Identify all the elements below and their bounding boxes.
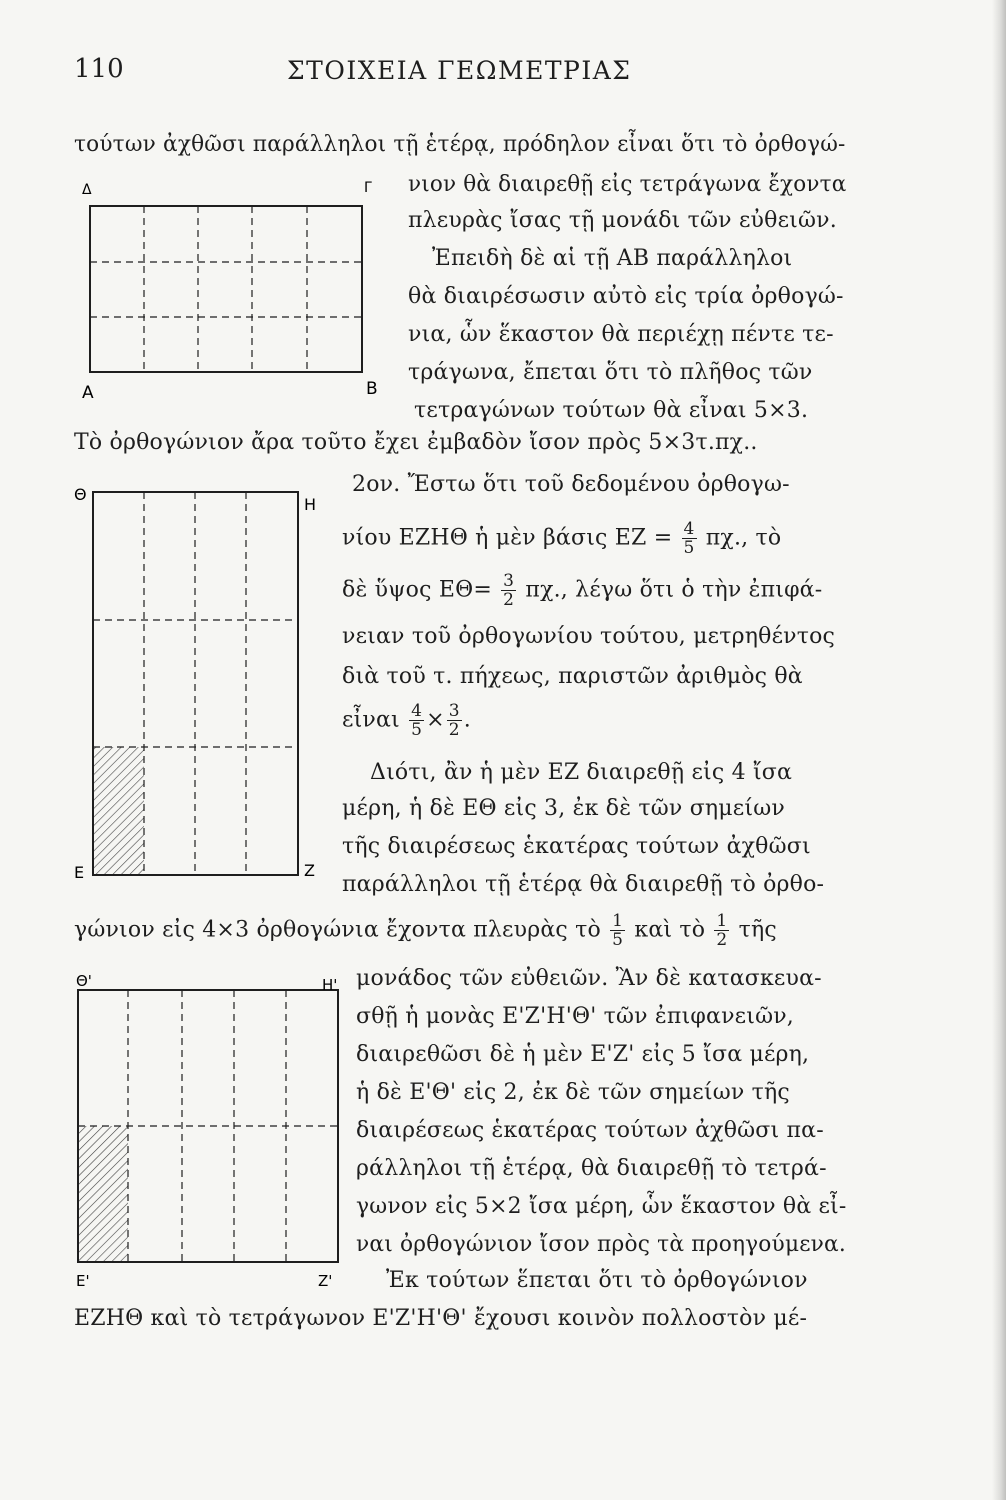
figure-unit-square: [70, 972, 360, 1292]
fraction-numerator: 3: [503, 571, 515, 591]
fraction-numerator: 4: [411, 701, 423, 721]
fraction-numerator: 3: [448, 701, 460, 721]
text-line-22: σθῇ ἡ μονὰς Ε'Ζ'Η'Θ' τῶν ἐπιφανειῶν,: [356, 1004, 794, 1029]
fraction-denominator: 5: [411, 720, 423, 740]
fraction-denominator: 2: [448, 720, 460, 740]
text-line-17: μέρη, ἡ δὲ ΕΘ εἰς 3, ἐκ δὲ τῶν σημείων: [342, 796, 785, 821]
text-line-14: διὰ τοῦ τ. πήχεως, παριστῶν ἀριθμὸς θὰ: [342, 664, 803, 689]
text-line-23: διαιρεθῶσι δὲ ἡ μὲν Ε'Ζ' εἰς 5 ἴσα μέρη,: [356, 1042, 810, 1067]
text-line-11-end: πχ., τὸ: [705, 525, 782, 551]
page-number: 110: [74, 54, 124, 84]
running-title: ΣΤΟΙΧΕΙΑ ΓΕΩΜΕΤΡΙΑΣ: [287, 56, 632, 85]
text-line-26: ράλληλοι τῇ ἑτέρᾳ, θὰ διαιρεθῇ τὸ τετρά-: [356, 1156, 827, 1181]
text-line-16: Διότι, ἂν ἡ μὲν ΕΖ διαιρεθῇ εἰς 4 ἴσα: [370, 760, 793, 785]
text-line-7: τράγωνα, ἔπεται ὅτι τὸ πλῆθος τῶν: [408, 360, 813, 385]
text-line-21: μονάδος τῶν εὐθειῶν. Ἂν δὲ κατασκευα-: [356, 966, 822, 991]
figure3-hatched-cell: [78, 1126, 128, 1262]
text-line-20-mid: καὶ τὸ: [634, 917, 706, 943]
figure1-label-d: Δ: [82, 182, 92, 198]
figure-rectangle-abgd: [70, 172, 390, 404]
fraction-denominator: 5: [683, 538, 695, 558]
text-line-5: θὰ διαιρέσωσιν αὐτὸ εἰς τρία ὀρθογώ-: [408, 284, 844, 309]
figure2-label-e: Ε: [74, 863, 85, 882]
figure1-label-b: B: [366, 379, 378, 399]
text-line-1: τούτων ἀχθῶσι παράλληλοι τῇ ἑτέρᾳ, πρόδηλον εἶναι ὅτι τὸ ὀρθογώ-: [74, 132, 846, 157]
text-line-25: διαιρέσεως ἑκατέρας τούτων ἀχθῶσι πα-: [356, 1118, 824, 1143]
figure1-grid: [90, 206, 362, 372]
fraction-4-5: [682, 520, 697, 557]
text-line-20: [74, 912, 777, 949]
text-line-8: τετραγώνων τούτων θὰ εἶναι 5⨯3.: [414, 398, 809, 423]
figure3-label-h: Η': [322, 976, 338, 994]
fraction-1-5: [610, 912, 625, 949]
text-line-15-end: .: [463, 707, 471, 733]
times-sign: ⨯: [426, 707, 445, 733]
text-line-20-start: γώνιον εἰς 4⨯3 ὀρθογώνια ἔχοντα πλευρὰς τὸ: [74, 917, 601, 943]
fraction-numerator: 1: [612, 911, 624, 931]
text-line-27: γωνον εἰς 5⨯2 ἴσα μέρη, ὧν ἕκαστον θὰ εἶ-: [356, 1194, 847, 1219]
text-line-3: πλευρὰς ἴσας τῇ μονάδι τῶν εὐθειῶν.: [408, 208, 837, 233]
text-line-12-start: δὲ ὕψος ΕΘ=: [342, 577, 492, 603]
figure2-label-theta: Θ: [74, 485, 87, 504]
text-line-20-end: τῆς: [738, 917, 777, 943]
figure3-label-e: Ε': [76, 1272, 90, 1290]
text-line-2: νιον θὰ διαιρεθῇ εἰς τετράγωνα ἔχοντα: [408, 172, 847, 197]
figure1-label-a: A: [82, 383, 94, 403]
text-line-12-end: πχ., λέγω ὅτι ὁ τὴν ἐπιφά-: [525, 577, 823, 603]
text-line-15-start: εἶναι: [342, 707, 400, 733]
text-line-12: [342, 572, 822, 609]
figure3-label-z: Ζ': [318, 1272, 333, 1290]
figure1-label-g: Γ: [364, 180, 372, 196]
fraction-numerator: 1: [716, 911, 728, 931]
text-line-24: ἡ δὲ Ε'Θ' εἰς 2, ἐκ δὲ τῶν σημείων τῆς: [356, 1080, 790, 1105]
text-line-13: νειαν τοῦ ὀρθογωνίου τούτου, μετρηθέντος: [342, 624, 836, 649]
text-line-11-start: νίου ΕΖΗΘ ἡ μὲν βάσις ΕΖ =: [342, 525, 673, 551]
text-line-11: [342, 520, 781, 557]
figure2-hatched-cell: [93, 747, 144, 875]
fraction-4-5-product: [409, 702, 424, 739]
fraction-denominator: 2: [716, 930, 728, 950]
text-line-19: παράλληλοι τῇ ἑτέρᾳ θὰ διαιρεθῇ τὸ ὀρθο-: [342, 872, 825, 897]
page-edge-shadow: [992, 0, 1006, 1500]
fraction-3-2-product: [447, 702, 462, 739]
fraction-1-2: [714, 912, 729, 949]
figure3-label-theta: Θ': [76, 972, 92, 990]
text-line-29: Ἐκ τούτων ἕπεται ὅτι τὸ ὀρθογώνιον: [386, 1268, 808, 1293]
figure1-outline: [90, 206, 362, 372]
text-line-15: [342, 702, 471, 739]
text-line-10: 2ον. Ἔστω ὅτι τοῦ δεδομένου ὀρθογω-: [352, 472, 790, 497]
text-line-6: νια, ὧν ἕκαστον θὰ περιέχῃ πέντε τε-: [408, 322, 834, 347]
fraction-denominator: 5: [612, 930, 624, 950]
fraction-denominator: 2: [503, 590, 515, 610]
figure2-label-h: Η: [304, 495, 317, 514]
figure-rectangle-ezht: [70, 484, 330, 884]
text-line-18: τῆς διαιρέσεως ἑκατέρας τούτων ἀχθῶσι: [342, 834, 811, 859]
fraction-3-2: [501, 572, 516, 609]
text-line-4: Ἐπειδὴ δὲ αἱ τῇ ΑΒ παράλληλοι: [432, 246, 793, 271]
text-line-30: ΕΖΗΘ καὶ τὸ τετράγωνον Ε'Ζ'Η'Θ' ἔχουσι κοινὸν πολλοστὸν μέ-: [74, 1306, 808, 1331]
figure2-label-z: Ζ: [304, 861, 315, 880]
fraction-numerator: 4: [683, 519, 695, 539]
text-line-9: Τὸ ὀρθογώνιον ἄρα τοῦτο ἔχει ἐμβαδὸν ἴσον πρὸς 5⨯3τ.πχ..: [74, 430, 758, 455]
text-line-28: ναι ὀρθογώνιον ἴσον πρὸς τὰ προηγούμενα.: [356, 1232, 846, 1257]
